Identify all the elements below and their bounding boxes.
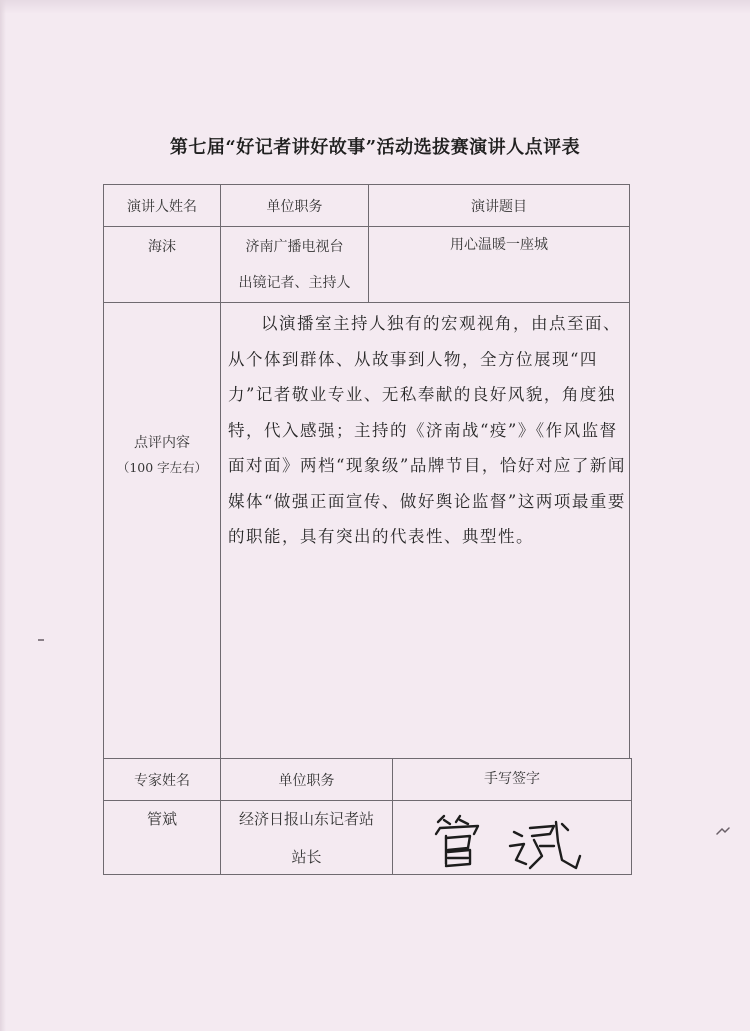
stray-scan-dot bbox=[38, 639, 44, 641]
speaker-unit-line1: 济南广播电视台 bbox=[245, 239, 344, 255]
table-border-bottom bbox=[103, 874, 632, 875]
table-rule-speaker bbox=[103, 302, 630, 303]
header-expert-unit: 单位职务 bbox=[278, 773, 335, 789]
document-title: 第七届“好记者讲好故事”活动选拔赛演讲人点评表 bbox=[169, 137, 581, 158]
comment-sublabel: （100 字左右） bbox=[116, 460, 208, 475]
handwritten-signature bbox=[430, 812, 590, 874]
header-speech-topic: 演讲题目 bbox=[471, 199, 527, 215]
table-rule-header bbox=[103, 226, 630, 227]
table-border-right-lower bbox=[631, 758, 632, 875]
comment-text: 以演播室主持人独有的宏观视角，由点至面、从个体到群体、从故事到人物，全方位展现“四力”记者敬业专业、无私奉献的良好风貌，角度独特，代入感强；主持的《济南战“疫”》《作风监督面对面》两档“现象级”品牌节目，恰好对应了新闻媒体“做强正面宣传、做好舆论监督”这两项最重要的职能，具有突出的代表性、典型性。 bbox=[228, 314, 626, 546]
table-rule-comment bbox=[103, 758, 632, 759]
header-speaker-name: 演讲人姓名 bbox=[127, 199, 197, 215]
table-border-right-upper bbox=[629, 184, 630, 759]
header-expert-name: 专家姓名 bbox=[134, 773, 190, 789]
header-speaker-unit: 单位职务 bbox=[266, 199, 323, 215]
speaker-unit-line2: 出镜记者、主持人 bbox=[238, 275, 351, 291]
speaker-name: 海沫 bbox=[148, 239, 176, 255]
comment-label: 点评内容 bbox=[134, 435, 190, 451]
table-rule-expert-header bbox=[103, 800, 632, 801]
expert-unit-line1: 经济日报山东记者站 bbox=[238, 810, 374, 828]
speech-topic: 用心温暖一座城 bbox=[450, 237, 548, 253]
table-border-top bbox=[103, 184, 630, 185]
scan-shadow-top bbox=[0, 0, 750, 14]
expert-name: 管斌 bbox=[146, 810, 177, 828]
header-signature: 手写签字 bbox=[484, 771, 540, 787]
expert-unit-line2: 站长 bbox=[291, 848, 322, 866]
stray-pen-mark bbox=[716, 826, 730, 836]
